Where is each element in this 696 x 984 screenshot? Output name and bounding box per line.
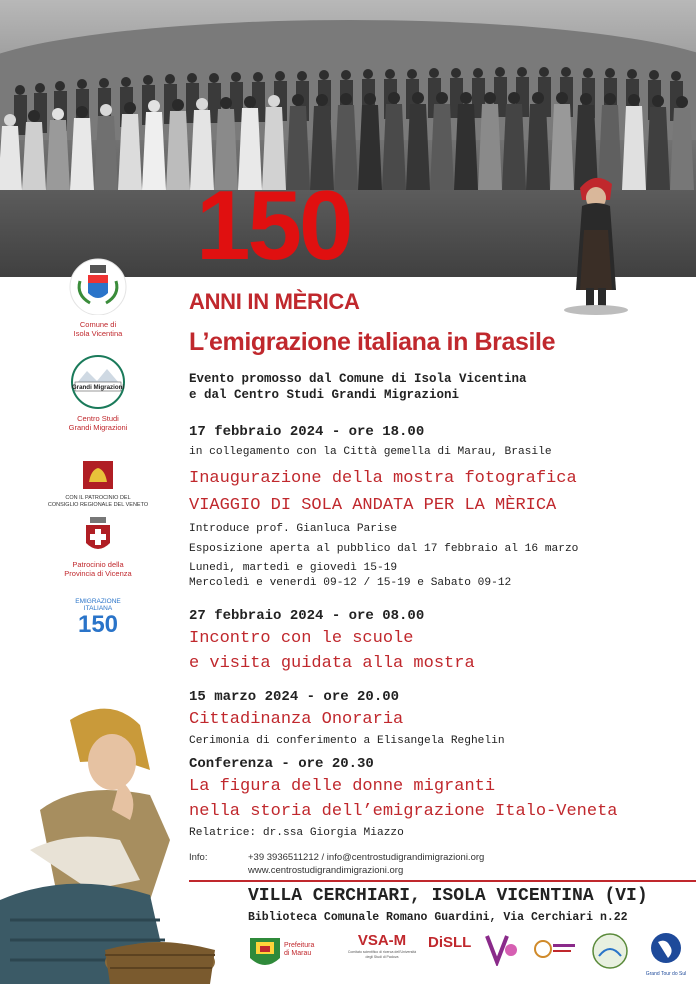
comune-caption-line1: Comune di [79, 320, 117, 329]
event1-hours2: Mercoledì e venerdì 09-12 / 15-19 e Sabato 09-12 [189, 577, 512, 589]
prefeitura-line2: di Marau [284, 950, 312, 957]
event2-title1: Incontro con le scuole [189, 629, 414, 648]
event1-intro: Introduce prof. Gianluca Parise [189, 523, 398, 535]
logo-comune-isola-vicentina [56, 255, 140, 338]
info-label: Info: [189, 852, 208, 863]
vsam-subtitle: Comitato scientifico di ricerca dell'Università degli Studi di Padova [347, 950, 417, 959]
event1-link: in collegamento con la Città gemella di Marau, Brasile [189, 446, 552, 458]
vsam-label: VSA-M [357, 932, 407, 949]
marau-crest-icon [246, 932, 284, 972]
comune-caption-line2: Isola Vicentina [73, 329, 123, 338]
venue-address: Biblioteca Comunale Romano Guardini, Via Cerchiari n.22 [248, 911, 628, 924]
logo-provincia-vicenza [56, 515, 140, 578]
centro-caption-line1: Centro Studi [77, 414, 119, 423]
event1-date: 17 febbraio 2024 - ore 18.00 [189, 424, 425, 440]
girl-figure-illustration [560, 170, 630, 320]
sponsor-cammino [590, 932, 630, 980]
sponsor-republica [532, 932, 578, 980]
disll-label: DiSLL [428, 934, 472, 951]
sponsor-vsam [346, 932, 418, 980]
sponsor-prefeitura-marau [246, 932, 336, 980]
centro-badge-text: Grandi Migrazioni [71, 384, 125, 391]
event1-exhibit: Esposizione aperta al pubblico dal 17 febbraio al 16 marzo [189, 543, 579, 555]
event1-title1: Inaugurazione della mostra fotografica [189, 469, 577, 488]
event4-title2: nella storia dell’emigrazione Italo-Veneta [189, 802, 618, 821]
prefeitura-line1: Prefeitura [284, 942, 315, 949]
event3-desc: Cerimonia di conferimento a Elisangela Reghelin [189, 735, 505, 747]
veneto-lion-icon [81, 460, 115, 490]
title-line2: L’emigrazione italiana in Brasile [189, 328, 556, 356]
info-website: www.centrostudigrandimigrazioni.org [248, 865, 404, 876]
sponsor-logos-row [246, 932, 696, 984]
emigrazione-caption-line1: EMIGRAZIONE [75, 598, 121, 605]
event4-speaker: Relatrice: dr.ssa Giorgia Miazzo [189, 827, 404, 839]
cammino-badge-icon [591, 932, 629, 970]
emigrazione-number: 150 [77, 611, 119, 638]
event4-title1: La figura delle donne migranti [189, 777, 496, 796]
logo-consiglio-veneto [40, 460, 156, 509]
provincia-caption-line2: Provincia di Vicenza [64, 569, 132, 578]
comune-crest-icon [68, 255, 128, 315]
venue-name: VILLA CERCHIARI, ISOLA VICENTINA (VI) [248, 886, 648, 906]
centro-studi-badge-icon [67, 355, 129, 409]
emigrazione-caption-line2: ITALIANA [83, 605, 113, 612]
promo-line1: Evento promosso dal Comune di Isola Vicentina [189, 372, 527, 386]
centro-caption-line2: Grandi Migrazioni [68, 423, 128, 432]
event1-hours1: Lunedì, martedì e giovedì 15-19 [189, 562, 398, 574]
sponsor-grand-tour [640, 932, 692, 980]
v-logo-icon [483, 932, 521, 966]
logo-centro-studi [56, 355, 140, 432]
title-line1: ANNI IN MÈRICA [189, 289, 360, 314]
event3-title: Cittadinanza Onoraria [189, 710, 404, 729]
hero-number: 150 [196, 170, 351, 280]
promo-line2: e dal Centro Studi Grandi Migrazioni [189, 388, 460, 402]
veneto-caption-line2: CONSIGLIO REGIONALE DEL VENETO [47, 502, 149, 508]
provincia-crest-icon [81, 515, 115, 555]
woman-figure-illustration [0, 700, 245, 984]
sponsor-disll [428, 932, 472, 980]
venue-divider [189, 880, 696, 882]
event4-date: Conferenza - ore 20.30 [189, 756, 374, 772]
provincia-caption-line1: Patrocinio della [72, 560, 124, 569]
grand-tour-label: Grand Tour do Sul [645, 971, 687, 977]
event1-title2: VIAGGIO DI SOLA ANDATA PER LA MÈRICA [189, 496, 557, 515]
sponsor-v-logo [482, 932, 522, 980]
event2-date: 27 febbraio 2024 - ore 08.00 [189, 608, 425, 624]
event3-date: 15 marzo 2024 - ore 20.00 [189, 689, 400, 705]
republica-logo-icon [533, 932, 577, 966]
info-contact: +39 3936511212 / info@centrostudigrandimigrazioni.org [248, 852, 485, 863]
event2-title2: e visita guidata alla mostra [189, 654, 475, 673]
logo-emigrazione-150 [56, 598, 140, 638]
grand-tour-globe-icon [648, 932, 684, 966]
veneto-caption-line1: CON IL PATROCINIO DEL [65, 495, 131, 501]
